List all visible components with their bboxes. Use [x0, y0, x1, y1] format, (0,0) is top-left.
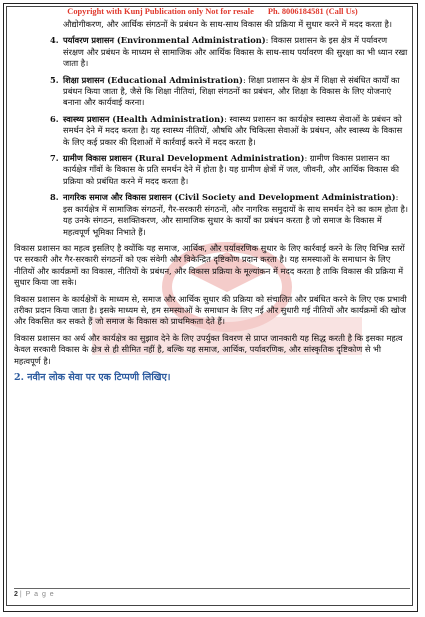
list-item-continuation: [14, 19, 410, 30]
body-paragraph: विकास प्रशासन के कार्यक्षेत्रों के माध्यम से, समाज और आर्थिक सुधार की प्रक्रिया को संचालित और प्रबंधित करने के लिए एक प्रभावी तरीका प्रदान किया जाता है। इसके माध्यम से, हम समस्याओं के समाधान के लिए नई और सुधारी गई नीतियों और कार्यक्रमों की खोज और विकसित कर सकते हैं जो समाज के विकास को प्राथमिकता देते हैं।: [14, 293, 407, 327]
item-title: नागरिक समाज और विकास प्रशासन (Civil Society and Development Administration): [63, 192, 396, 203]
list-item: [14, 114, 410, 148]
item-text: : शिक्षा प्रशासन के क्षेत्र में शिक्षा से संबंधित कार्यों का प्रबंधन किया जाता है, जैसे कि शिक्षा नीतियां, शिक्षा संगठनों का प्रबंधन, और शिक्षा के विकास के लिए योजनाएं बनाना और कार्यवाई करना।: [63, 74, 400, 108]
item-text: : स्वास्थ्य प्रशासन का कार्यक्षेत्र स्वास्थ्य सेवाओं के प्रबंधन को समर्थन देने में मदद करता है। यह स्वास्थ्य नीतियों, औषधि और चिकित्सा सेवाओं के प्रबंधन, और स्वास्थ्य के विकास के लिए कई प्रकार की दिशाओं में कार्रवाई करने में मदद करता है।: [63, 113, 403, 147]
copyright-text: Copyright with Kunj Publication only Not for resale: [67, 7, 254, 16]
copyright-header: [0, 7, 425, 16]
list-item: [14, 35, 410, 69]
item-number: 4.: [50, 35, 59, 46]
item-number: 5.: [50, 74, 59, 85]
list-item: [14, 192, 410, 238]
body-paragraph: विकास प्रशासन का अर्थ और कार्यक्षेत्र का सुझाव देने के लिए उपर्युक्त विवरण से प्राप्त जानकारी यह सिद्ध करती है कि इसका महत्व केवल सरकारी विकास के क्षेत्र से ही सीमित नहीं है, बल्कि यह समाज, आर्थिक, पर्यावरणिक, और सांस्कृतिक दृष्टिकोण से भी महत्वपूर्ण है।: [14, 332, 403, 366]
item-number: 6.: [50, 113, 59, 124]
page-number: 2: [14, 591, 18, 598]
list-item: [14, 153, 410, 187]
list-item: [14, 75, 410, 109]
item-text: : ग्रामीण विकास प्रशासन का कार्यक्षेत्र गाँवों के विकास के प्रति समर्थन देने में होता है। यह ग्रामीण क्षेत्रों में जल, जीवनी, और आर्थिक विकास की प्रक्रिया को प्रबंधित करने में मदद करता है।: [63, 153, 400, 186]
item-number: 7.: [50, 153, 59, 164]
continuation-text: औद्योगीकरण, और आर्थिक संगठनों के प्रबंधन के साथ-साथ विकास की प्रक्रिया में सुधार करने में मदद करता है।: [63, 19, 393, 29]
item-title: ग्रामीण विकास प्रशासन (Rural Development Administration): [63, 153, 305, 164]
item-number: 8.: [50, 192, 59, 203]
phone-text: Ph. 8006184581 (Call Us): [267, 7, 358, 16]
body-paragraph: विकास प्रशासन का महत्व इसलिए है क्योंकि यह समाज, आर्थिक, और पर्यावरणिक सुधार के लिए कार्रवाई करने के लिए विभिन्न स्तरों पर सरकारी और गैर-सरकारी संगठनों को एक संवेगी और विकेन्द्रित दृष्टिकोण प्रदान करता है। यह समस्याओं के समाधान के लिए नीतियों और कार्यक्रमों का विकास, नीतियों के प्रबंधन, और विकास प्रक्रिया के मूल्यांकन में मदद करता है ताकि विकास की प्रक्रिया में सुधार किया जा सके।: [14, 242, 405, 288]
document-body: [14, 19, 410, 383]
question-heading: 2. नवीन लोक सेवा पर एक टिप्पणी लिखिए।: [14, 371, 171, 383]
item-title: शिक्षा प्रशासन (Educational Administration): [63, 74, 243, 85]
page-footer: [14, 588, 410, 598]
item-text: : इस कार्यक्षेत्र में सामाजिक संगठनों, गैर-सरकारी संगठनों, और नागरिक समुदायों के साथ समर्थन देने का काम होता है। यह उनके संगठन, सशक्तिकरण, और सामाजिक सुधार के कार्यों का प्रबंधन करता है जो समाज के विकास में महत्वपूर्ण भूमिका निभाते हैं।: [63, 192, 409, 237]
page-label: | P a g e: [19, 591, 55, 598]
item-text: : विकास प्रशासन के इस क्षेत्र में पर्यावरण संरक्षण और प्रबंधन के माध्यम से सामाजिक और आर्थिक विकास के साथ-साथ पर्यावरण की सुरक्षा का भी ध्यान रखा जाता है।: [63, 35, 408, 69]
item-title: स्वास्थ्य प्रशासन (Health Administration): [63, 113, 225, 124]
item-title: पर्यावरण प्रशासन (Environmental Administration): [63, 35, 266, 46]
